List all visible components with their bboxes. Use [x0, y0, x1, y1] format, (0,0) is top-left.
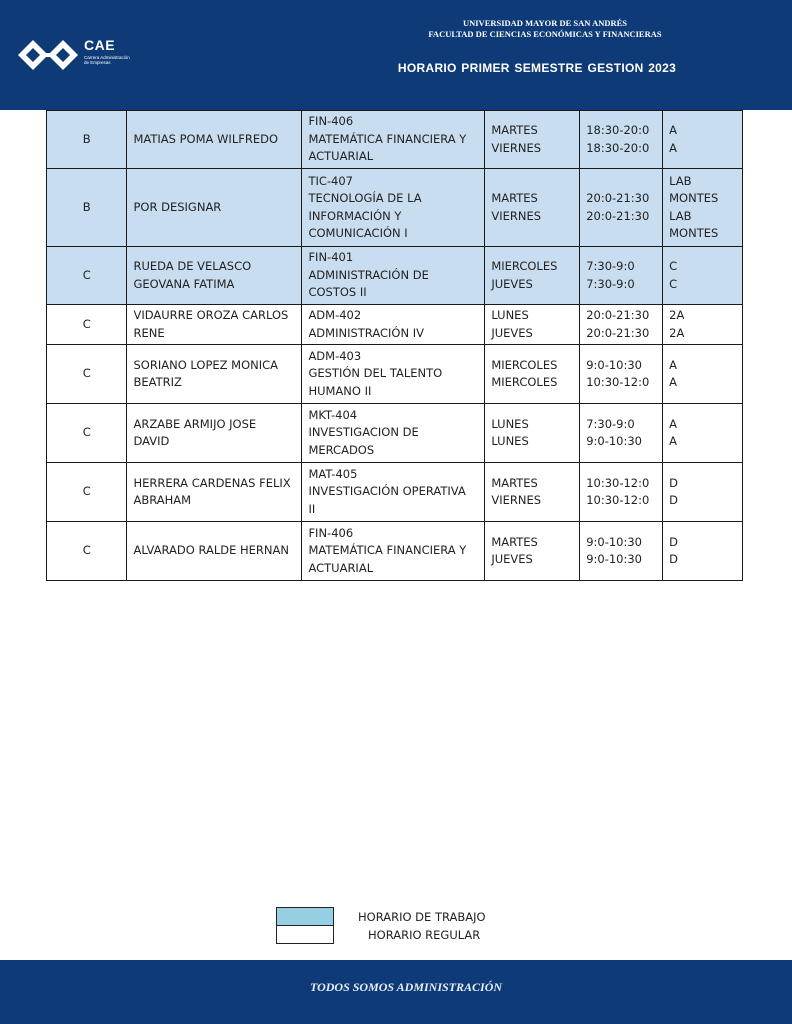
cell-teacher-line: GEOVANA FATIMA: [133, 276, 235, 291]
cell-times: [580, 345, 663, 404]
cell-times-line: 20:0-21:30: [586, 208, 650, 223]
cell-times-line: 10:30-12:0: [586, 493, 650, 507]
cell-days-line: MIERCOLES: [491, 375, 558, 389]
cell-subject: [302, 345, 485, 404]
cell-rooms: [663, 111, 743, 169]
cell-group: B: [47, 169, 127, 247]
cell-subject-line: MKT-404: [308, 407, 358, 422]
cell-rooms-line: MONTES: [669, 191, 719, 205]
cell-rooms-line: A: [669, 357, 677, 372]
cell-rooms-line: MONTES: [669, 226, 719, 240]
cell-times: [580, 404, 663, 463]
footer-slogan: TODOS SOMOS ADMINISTRACIÓN: [309, 980, 503, 994]
cell-subject-line: ACTUARIAL: [308, 149, 374, 164]
table-row: [47, 345, 743, 404]
cell-subject-line: TIC-407: [308, 173, 353, 188]
logo-subtitle-line: de Empresas: [84, 60, 111, 65]
cell-times-line: 7:30-9:0: [586, 259, 635, 273]
cell-subject-line: ADM-403: [308, 348, 362, 363]
logo-subtitle-line: Carrera Administración: [84, 55, 130, 60]
cell-teacher-line: POR DESIGNAR: [133, 199, 222, 214]
cell-subject-line: FIN-406: [308, 525, 354, 540]
schedule-table: [46, 110, 743, 581]
cell-subject-line: ADMINISTRACIÓN DE: [308, 267, 429, 282]
cell-subject: [302, 463, 485, 522]
cell-days: [485, 247, 580, 305]
cell-teacher: [127, 463, 302, 522]
cell-days: [485, 345, 580, 404]
cell-rooms-line: D: [669, 493, 678, 507]
cell-subject-line: MERCADOS: [308, 442, 375, 457]
legend: [276, 907, 334, 944]
cell-times-line: 9:0-10:30: [586, 534, 642, 549]
cell-days-line: JUEVES: [491, 552, 533, 566]
cell-subject-line: FIN-406: [308, 114, 354, 129]
cell-subject-line: INVESTIGACIÓN OPERATIVA: [308, 484, 466, 499]
cell-subject-line: GESTIÓN DEL TALENTO: [308, 366, 443, 381]
cell-days-line: VIERNES: [491, 140, 542, 155]
cell-times-line: 7:30-9:0: [586, 416, 635, 431]
cell-rooms: [663, 345, 743, 404]
cell-times-line: 7:30-9:0: [586, 276, 635, 291]
cell-times: [580, 247, 663, 305]
cell-rooms: [663, 522, 743, 581]
cell-teacher-line: DAVID: [133, 434, 170, 448]
cell-times-line: 9:0-10:30: [586, 357, 642, 372]
cell-teacher-line: MATIAS POMA WILFREDO: [133, 131, 278, 146]
cell-subject: [302, 169, 485, 247]
table-row: [47, 169, 743, 247]
cell-rooms-line: C: [669, 276, 678, 291]
legend-swatch-regular: [276, 926, 334, 944]
cae-logo-icon: [16, 38, 80, 72]
legend-swatch-work: [276, 907, 334, 926]
cell-teacher-line: RENE: [133, 325, 165, 340]
cell-teacher-line: ARZABE ARMIJO JOSE: [133, 416, 257, 431]
table-row: [47, 404, 743, 463]
cell-times: [580, 169, 663, 247]
cell-rooms: [663, 169, 743, 247]
cell-subject: [302, 404, 485, 463]
cell-rooms-line: A: [669, 140, 677, 155]
cell-rooms: [663, 305, 743, 345]
cell-group: C: [47, 463, 127, 522]
cell-times-line: 9:0-10:30: [586, 552, 642, 566]
cell-times-line: 18:30-20:0: [586, 140, 650, 155]
cell-rooms-line: LAB: [669, 208, 692, 223]
cell-subject-line: ADMINISTRACIÓN IV: [308, 325, 424, 340]
cell-subject-line: COMUNICACIÓN I: [308, 226, 408, 240]
table-row: [47, 247, 743, 305]
cell-times-line: 18:30-20:0: [586, 123, 650, 137]
cell-days: [485, 404, 580, 463]
cell-days-line: MARTES: [491, 475, 538, 490]
cell-days-line: MARTES: [491, 534, 538, 549]
legend-label-regular: HORARIO REGULAR: [368, 928, 481, 942]
cell-subject: [302, 247, 485, 305]
cell-subject: [302, 522, 485, 581]
cell-teacher: [127, 404, 302, 463]
cell-days-line: MARTES: [491, 123, 538, 137]
cell-times: [580, 522, 663, 581]
cell-times-line: 9:0-10:30: [586, 434, 642, 448]
cell-subject-line: TECNOLOGÍA DE LA: [308, 191, 422, 205]
cell-days: [485, 522, 580, 581]
table-row: [47, 111, 743, 169]
cell-days-line: JUEVES: [491, 276, 533, 291]
cell-rooms-line: A: [669, 434, 677, 448]
cell-subject-line: MAT-405: [308, 466, 358, 481]
cell-teacher-line: SORIANO LOPEZ MONICA: [133, 357, 279, 372]
faculty-name: FACULTAD DE CIENCIAS ECONÓMICAS Y FINANCIERAS: [428, 29, 662, 39]
cell-rooms-line: C: [669, 259, 678, 273]
cell-rooms-line: D: [669, 534, 678, 549]
logo-text: CAE: [84, 37, 116, 53]
cell-days-line: LUNES: [491, 434, 529, 448]
cell-group: C: [47, 345, 127, 404]
cell-teacher-line: ABRAHAM: [133, 493, 192, 507]
cell-days: [485, 463, 580, 522]
logo-subtitle: [84, 55, 144, 65]
cell-teacher-line: RUEDA DE VELASCO: [133, 259, 252, 273]
cell-days-line: JUEVES: [491, 325, 533, 340]
cell-subject-line: FIN-401: [308, 250, 354, 265]
cell-days: [485, 305, 580, 345]
cell-rooms-line: LAB: [669, 173, 692, 188]
cell-teacher: [127, 305, 302, 345]
table-row: [47, 463, 743, 522]
cell-days-line: VIERNES: [491, 493, 542, 507]
cell-group: B: [47, 111, 127, 169]
cell-teacher: [127, 111, 302, 169]
university-name: UNIVERSIDAD MAYOR DE SAN ANDRÉS: [462, 18, 628, 28]
cell-days-line: MIERCOLES: [491, 357, 558, 372]
cell-subject-line: INVESTIGACION DE: [308, 425, 419, 440]
legend-label-work: HORARIO DE TRABAJO: [358, 910, 486, 924]
cell-group: C: [47, 305, 127, 345]
cell-rooms-line: 2A: [669, 325, 685, 340]
cell-subject-line: ACTUARIAL: [308, 560, 374, 575]
cell-subject: [302, 305, 485, 345]
cell-subject-line: II: [308, 501, 316, 516]
cell-times-line: 20:0-21:30: [586, 308, 650, 322]
table-row: [47, 305, 743, 345]
cell-subject-line: ADM-402: [308, 308, 362, 322]
cell-days-line: MIERCOLES: [491, 259, 558, 273]
cell-group: C: [47, 522, 127, 581]
table-row: [47, 522, 743, 581]
cell-teacher-line: VIDAURRE OROZA CARLOS: [133, 308, 289, 322]
cell-subject-line: HUMANO II: [308, 383, 372, 398]
cell-teacher: [127, 247, 302, 305]
cell-subject-line: INFORMACIÓN Y: [308, 208, 402, 223]
cell-rooms-line: 2A: [669, 308, 685, 322]
cell-rooms: [663, 247, 743, 305]
cell-times: [580, 111, 663, 169]
cell-times-line: 20:0-21:30: [586, 191, 650, 205]
cell-days-line: MARTES: [491, 191, 538, 205]
cell-group: C: [47, 247, 127, 305]
cell-teacher-line: HERRERA CARDENAS FELIX: [133, 475, 291, 490]
footer-banner: [0, 960, 792, 1024]
cell-group: C: [47, 404, 127, 463]
cell-rooms: [663, 404, 743, 463]
cell-rooms-line: A: [669, 375, 677, 389]
cell-subject: [302, 111, 485, 169]
cell-subject-line: MATEMÁTICA FINANCIERA Y: [308, 131, 467, 146]
cell-days-line: VIERNES: [491, 208, 542, 223]
cell-days: [485, 169, 580, 247]
cell-days-line: LUNES: [491, 416, 529, 431]
cell-teacher-line: BEATRIZ: [133, 375, 182, 389]
cell-days: [485, 111, 580, 169]
cell-teacher: [127, 169, 302, 247]
cell-rooms-line: A: [669, 416, 677, 431]
cell-rooms-line: A: [669, 123, 677, 137]
cell-subject-line: MATEMÁTICA FINANCIERA Y: [308, 543, 467, 558]
cell-days-line: LUNES: [491, 308, 529, 322]
cell-rooms-line: D: [669, 552, 678, 566]
cell-teacher-line: ALVARADO RALDE HERNAN: [133, 543, 289, 558]
cell-rooms-line: D: [669, 475, 678, 490]
cell-times-line: 20:0-21:30: [586, 325, 650, 340]
cell-times-line: 10:30-12:0: [586, 475, 650, 490]
cell-times: [580, 463, 663, 522]
cell-teacher: [127, 345, 302, 404]
cell-teacher: [127, 522, 302, 581]
cell-subject-line: COSTOS II: [308, 285, 367, 300]
cell-rooms: [663, 463, 743, 522]
cell-times: [580, 305, 663, 345]
page-title: HORARIO PRIMER SEMESTRE GESTION 2023: [397, 61, 677, 75]
header-banner: [0, 0, 792, 110]
cell-times-line: 10:30-12:0: [586, 375, 650, 389]
